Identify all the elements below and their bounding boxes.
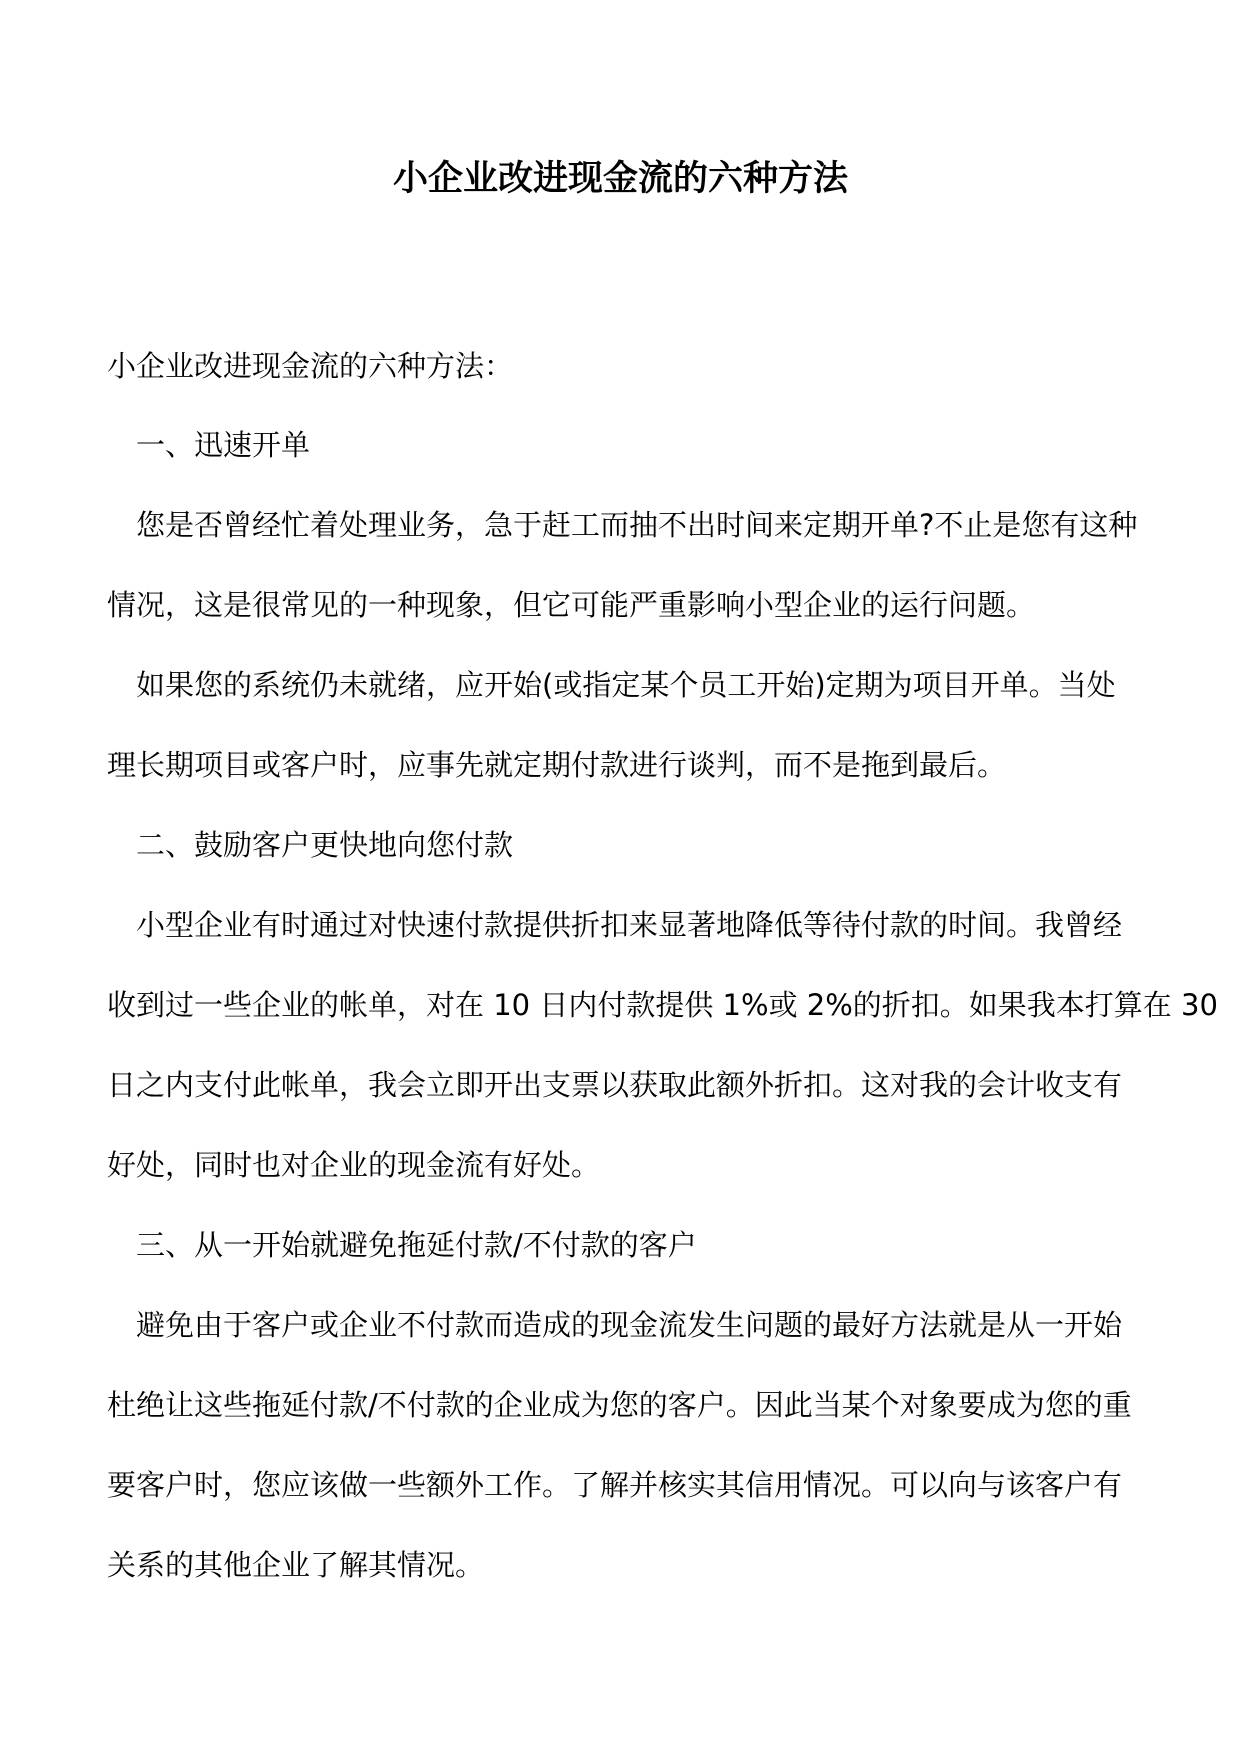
- paragraph-line: 关系的其他企业了解其情况。: [107, 1548, 485, 1582]
- paragraph-line: 小型企业有时通过对快速付款提供折扣来显著地降低等待付款的时间。我曾经: [136, 908, 1123, 942]
- paragraph-line: 杜绝让这些拖延付款/不付款的企业成为您的客户。因此当某个对象要成为您的重: [107, 1388, 1132, 1422]
- section-heading-1: 一、迅速开单: [136, 428, 311, 462]
- intro-line: 小企业改进现金流的六种方法：: [107, 349, 514, 383]
- paragraph-line: 日之内支付此帐单，我会立即开出支票以获取此额外折扣。这对我的会计收支有: [107, 1068, 1123, 1102]
- paragraph-line: 情况，这是很常见的一种现象，但它可能严重影响小型企业的运行问题。: [107, 588, 1036, 622]
- paragraph-line: 好处，同时也对企业的现金流有好处。: [107, 1148, 601, 1182]
- paragraph-line: 要客户时，您应该做一些额外工作。了解并核实其信用情况。可以向与该客户有: [107, 1468, 1123, 1502]
- section-heading-2: 二、鼓励客户更快地向您付款: [136, 828, 514, 862]
- document-title: 小企业改进现金流的六种方法: [392, 158, 848, 199]
- paragraph-line: 理长期项目或客户时，应事先就定期付款进行谈判，而不是拖到最后。: [107, 748, 1007, 782]
- paragraph-line: 避免由于客户或企业不付款而造成的现金流发生问题的最好方法就是从一开始: [136, 1308, 1123, 1342]
- paragraph-line: 收到过一些企业的帐单，对在 10 日内付款提供 1%或 2%的折扣。如果我本打算在 30: [107, 988, 1218, 1022]
- section-heading-3: 三、从一开始就避免拖延付款/不付款的客户: [136, 1228, 697, 1262]
- paragraph-line: 如果您的系统仍未就绪，应开始(或指定某个员工开始)定期为项目开单。当处: [136, 668, 1116, 702]
- paragraph-line: 您是否曾经忙着处理业务，急于赶工而抽不出时间来定期开单?不止是您有这种: [136, 508, 1138, 542]
